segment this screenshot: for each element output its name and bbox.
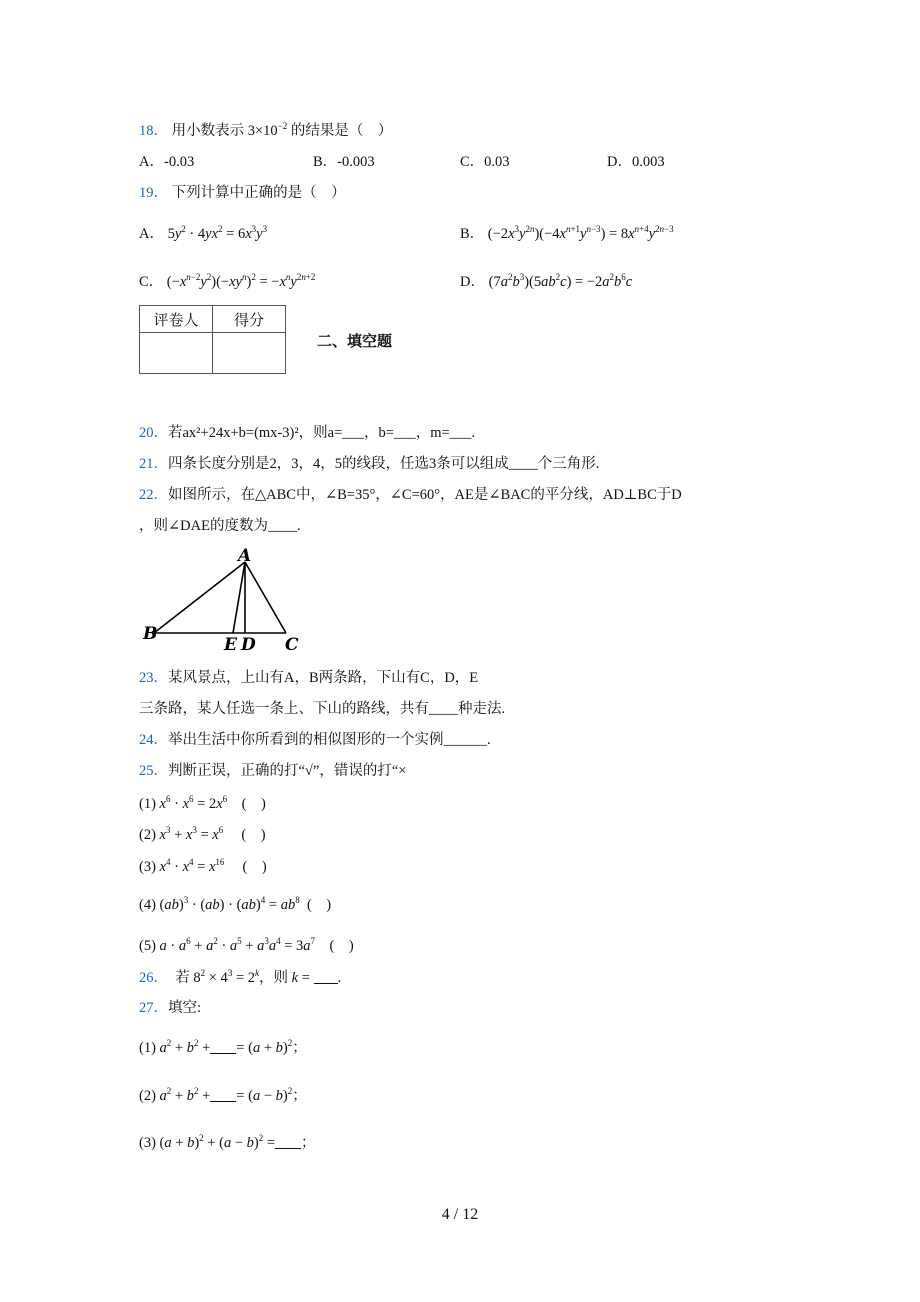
question-18: 18． 用小数表示 $3\times 10^{-2}$ 的结果是（ ） [139,121,393,139]
reviewer-cell[interactable] [140,333,213,374]
answer-blank[interactable] [275,1136,301,1149]
score-table [139,305,286,374]
fill-item-3: (3) $(a + b)^2 + (a - b)^2$ = ； [139,1133,316,1151]
side-ac [245,562,286,633]
label-a: A [238,546,252,566]
question-number: 19 [139,185,154,201]
option-b[interactable]: B．-0.003 [313,154,375,170]
math-expression: $(-x^{n-2}y^2)(-xy^n)^2 = -x^ny^{2n+2}$ [166,272,316,290]
option-c[interactable]: C． $(-x^{n-2}y^2)(-xy^n)^2 = -x^ny^{2n+2}$ [139,272,316,290]
score-header: 得分 [213,306,286,333]
triangle-figure [140,540,310,655]
judge-item-4[interactable]: (4) $(ab)^3 \cdot (ab) \cdot (ab)^4 = ab^8$ ( ) [139,895,332,913]
math-expression: $(ab)^3 \cdot (ab) \cdot (ab)^4 = ab^8$ [159,895,300,913]
reviewer-header: 评卷人 [140,306,213,333]
section-title: 二、填空题 [317,332,393,350]
question-text: 用小数表示 [171,123,245,139]
segment-ae [233,562,245,633]
math-expression: $(a + b)^2 + (a - b)^2$ = ； [159,1133,316,1151]
answer-blank[interactable] [210,1041,236,1054]
question-19: 19． 下列计算中正确的是（ ） [139,185,346,201]
answer-blank[interactable] [314,971,338,984]
label-b: B [143,624,158,644]
option-b[interactable]: B． $(-2x^3y^{2n})(-4x^{n+1}y^{n-3}) = 8x^{n+4}y^{2n-3}$ [460,224,674,242]
math-expression: $(-2x^3y^{2n})(-4x^{n+1}y^{n-3}) = 8x^{n+4}y^{2n-3}$ [487,224,674,242]
label-c: C [285,635,299,655]
math-expression: $(7a^2b^3)(5ab^2c) = -2a^2b^6c$ [488,272,633,290]
option-d[interactable]: D．0.003 [607,154,665,170]
question-23: 23．某风景点，上山有A，B两条路，下山有C，D，E [139,670,479,686]
page-number: 4 / 12 [441,1206,479,1223]
question-text: 下列计算中正确的是（ ） [171,185,346,201]
judge-item-3[interactable]: (3) $x^4 \cdot x^4 = x^{16}$ ( ) [139,857,267,875]
judge-item-1[interactable]: (1) $x^6 \cdot x^6 = 2x^6$ ( ) [139,794,266,812]
question-25: 25．判断正误，正确的打“√”，错误的打“× [139,763,407,779]
question-20: 20．若ax²+24x+b=(mx-3)²，则a=___，b=___，m=___. [139,425,476,441]
math-expression: $5y^2 \cdot 4yx^2 = 6x^3y^3$ [167,224,268,242]
question-26: 26． 若 $8^2 \times 4^3 = 2^k$，则 k = . [139,968,342,986]
fill-item-1: (1) $a^2 + b^2$ + = $(a + b)^2$； [139,1038,307,1056]
question-text: 的结果是（ ） [290,123,393,139]
option-a[interactable]: A． $5y^2 \cdot 4yx^2 = 6x^3y^3$ [139,224,268,242]
question-number: 18 [139,123,154,139]
option-a[interactable]: A．-0.03 [139,154,195,170]
math-expression: k = . [291,970,342,986]
math-expression: $a \cdot a^6 + a^2 \cdot a^5 + a^3a^4 = 3a^7$ [159,936,316,954]
label-e: E [224,635,237,655]
label-d: D [241,635,256,655]
math-expression: $x^3 + x^3 = x^6$ [159,825,224,843]
score-cell[interactable] [213,333,286,374]
question-27: 27．填空: [139,1000,202,1016]
question-22-cont: ，则∠DAE的度数为____. [139,518,301,534]
math-expression: $x^6 \cdot x^6 = 2x^6$ [159,794,228,812]
question-23-cont: 三条路，某人任选一条上、下山的路线，共有____种走法. [139,701,506,717]
fill-item-2: (2) $a^2 + b^2$ + = $(a - b)^2$； [139,1086,307,1104]
side-ab [154,562,245,633]
math-expression: $a^2 + b^2$ + = $(a + b)^2$； [159,1038,307,1056]
answer-blank[interactable] [210,1089,236,1102]
math-expression: $x^4 \cdot x^4 = x^{16}$ [159,857,225,875]
math-expression: $a^2 + b^2$ + = $(a - b)^2$； [159,1086,307,1104]
question-22: 22．如图所示，在△ABC中，∠B=35°，∠C=60°，AE是∠BAC的平分线，AD⊥BC于D [139,487,682,503]
option-c[interactable]: C．0.03 [460,154,510,170]
option-d[interactable]: D． $(7a^2b^3)(5ab^2c) = -2a^2b^6c$ [460,272,633,290]
math-expression: $3\times 10^{-2}$ [247,121,288,139]
question-21: 21．四条长度分别是2，3，4，5的线段，任选3条可以组成____个三角形. [139,456,600,472]
math-expression: $8^2 \times 4^3 = 2^k$ [193,968,259,986]
judge-item-5[interactable]: (5) $a \cdot a^6 + a^2 \cdot a^5 + a^3a^4 = 3a^7$ ( ) [139,936,354,954]
judge-item-2[interactable]: (2) $x^3 + x^3 = x^6$ ( ) [139,825,266,843]
question-24: 24．举出生活中你所看到的相似图形的一个实例______. [139,732,491,748]
